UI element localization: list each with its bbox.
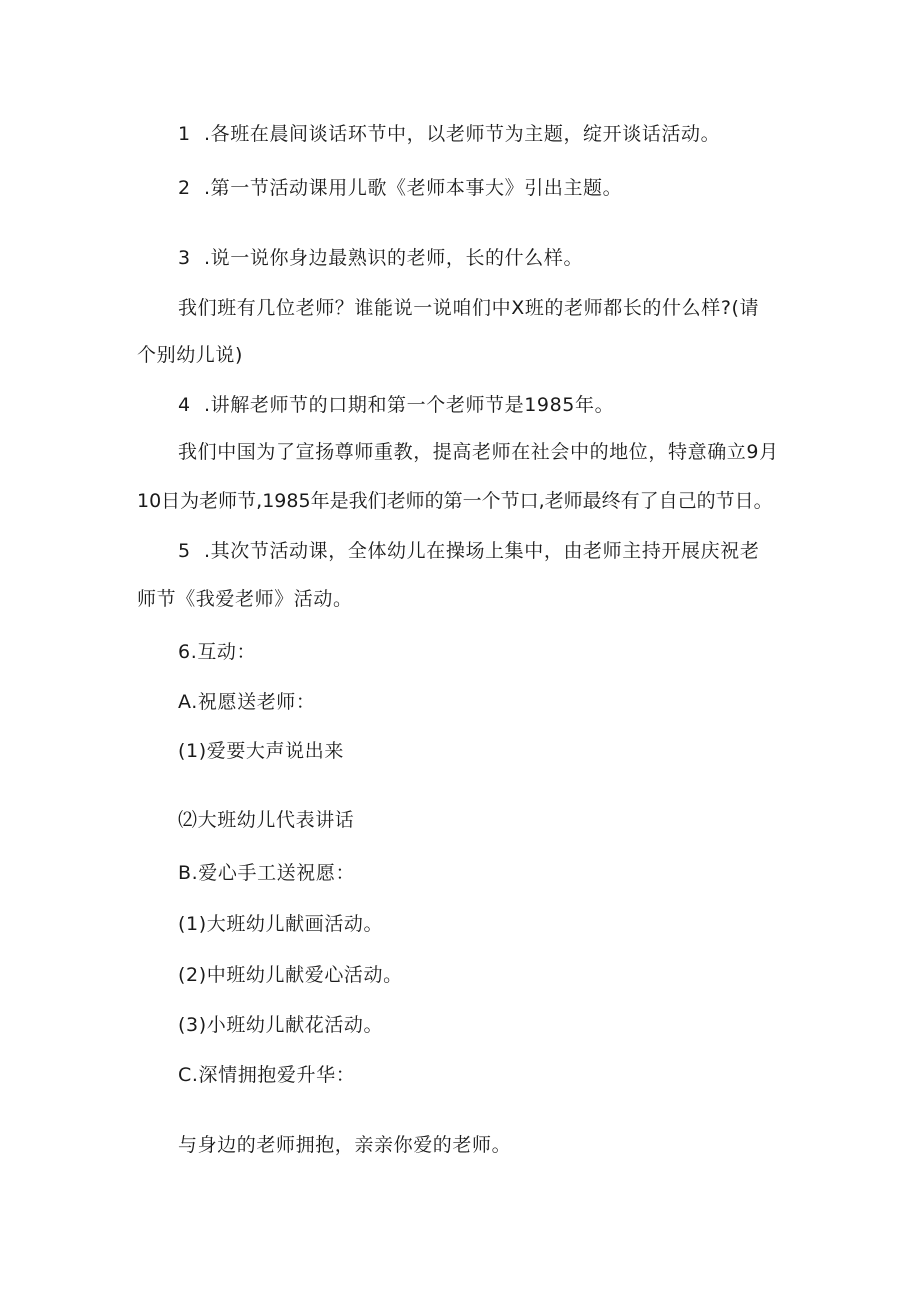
- subsection-b-item-3: (3)小班幼儿献花活动。: [178, 1014, 384, 1036]
- subsection-b-item-1: (1)大班幼儿献画活动。: [178, 913, 384, 935]
- subsection-a-item-1: (1)爱要大声说出来: [178, 740, 344, 762]
- list-text: .说一说你身边最熟识的老师，长的什么样。: [204, 247, 584, 269]
- list-text: .讲解老师节的口期和第一个老师节是1985年。: [204, 394, 615, 416]
- subsection-a-item-2: ⑵大班幼儿代表讲话: [178, 809, 355, 831]
- list-item-4: [178, 393, 614, 417]
- list-number: 4: [178, 394, 191, 416]
- list-item-5-continuation: 师节《我爱老师》活动。: [137, 588, 353, 610]
- list-item-3: [178, 246, 583, 270]
- subsection-c-heading: C.深情拥抱爱升华：: [178, 1064, 356, 1086]
- list-number: 3: [178, 247, 191, 269]
- list-number: 1: [178, 123, 191, 145]
- list-number: 5: [178, 540, 191, 562]
- subsection-c-item-1: 与身边的老师拥抱，亲亲你爱的老师。: [178, 1134, 512, 1156]
- paragraph-2-line-1: 我们中国为了宣扬尊师重教，提高老师在社会中的地位，特意确立9月: [178, 441, 779, 463]
- subsection-b-item-2: (2)中班幼儿献爱心活动。: [178, 964, 403, 986]
- subsection-a-heading: A.祝愿送老师：: [178, 691, 316, 713]
- section-6-heading: 6.互动：: [178, 641, 257, 663]
- list-item-1: [178, 122, 720, 146]
- paragraph-1-line-2: 个别幼儿说): [137, 344, 244, 366]
- paragraph-2-line-2: 10日为老师节,1985年是我们老师的第一个节口,老师最终有了自己的节日。: [137, 490, 773, 512]
- list-text: .其次节活动课，全体幼儿在操场上集中，由老师主持开展庆祝老: [204, 540, 760, 562]
- paragraph-1-line-1: 我们班有几位老师？谁能说一说咱们中X班的老师都长的什么样?(请: [178, 297, 760, 319]
- list-text: .各班在晨间谈话环节中，以老师节为主题，绽开谈话活动。: [204, 123, 721, 145]
- subsection-b-heading: B.爱心手工送祝愿：: [178, 862, 356, 884]
- list-item-5: [178, 539, 759, 563]
- list-number: 2: [178, 177, 191, 199]
- list-item-2: [178, 176, 622, 200]
- list-text: .第一节活动课用儿歌《老师本事大》引出主题。: [204, 177, 623, 199]
